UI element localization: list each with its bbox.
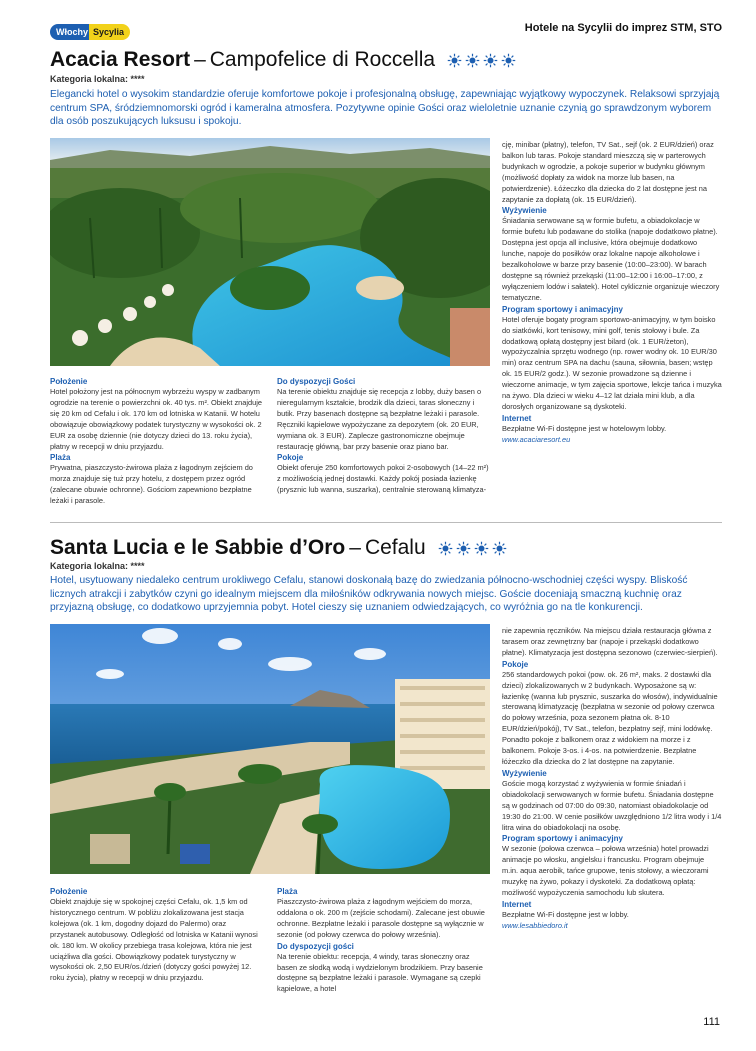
hotel1-column-1 [50,376,264,507]
section-heading: Program sportowy i animacyjny [502,834,623,844]
section-text: cję, minibar (płatny), telefon, TV Sat., sejf (ok. 2 EUR/dzień) oraz balkon lub taras. Pokoje standard mieszczą się w parterowych budynkach w ogrodzie, a pokoje superior w budynku głównym (możliwość dopłaty za widok na morze lub basen, na potwierdzenie). Łóżeczko dla dziecka do 2 lat dostępne jest na zapytanie za dopłatą (ok. 15 EUR/dzień). [502,140,714,204]
section-heading: Do dyspozycji gości [277,941,354,951]
title-separator: – [349,536,361,559]
section-text: Hotel oferuje bogaty program sportowo-animacyjny, w tym boisko do siatkówki, kort tenisowy, mini golf, tenis stołowy i bule. Za dodatkową opłatą dostępny jest bilard (ok. 1 EUR/żeton), wypożyczalnia sprzętu wodnego (np. rower wodny ok. 10 EUR/30 min) oraz centrum SPA na dachu (sauna, siłownia, basen; wstęp ok. 15 EUR/2 godz.). W sezonie prowadzone są dzienne i wieczorne animacje, w tym zajęcia sportowe, lekcje tańca i muzyka na żywo. Dla dzieci w wieku 4–12 lat działa mini klub, a dla dorosłych organizowane są dyskoteki. [502,314,722,411]
section-heading: Internet [502,899,532,909]
section-heading: Program sportowy i animacyjny [502,304,623,314]
hotel2-website-link[interactable]: www.lesabbiedoro.it [502,920,568,930]
section-text: Na terenie obiektu: recepcja, 4 windy, taras słoneczny oraz basen ze słodką wodą i wydzielonym brodzikiem. Przy basenie dostępne są bezpłatne leżaki i parasole. Wymagane są czepki kąpielowe, a hotel [277,951,483,994]
hotel1-title [50,47,516,73]
sun-star-icon [501,53,516,68]
section-text: W sezonie (połowa czerwca – połowa września) hotel prowadzi animacje po włosku, angielsku i francusku. Program obejmuje m.in. aqua aerobik, tańce grupowe, tenis stołowy, a wieczorami muzykę na żywo, pokazy i dyskoteki. Za dodatkową opłatą: możliwość wypożyczenia samochodu lub skutera. [502,844,709,898]
hotel1-name: Acacia Resort [50,48,191,71]
page-number: 111 [703,1016,720,1028]
hotel2-lead: Hotel, usytuowany niedaleko centrum urokliwego Cefalu, stanowi doskonałą bazę do zwiedzania północno-wschodniej części wyspy. Bliskość licznych atrakcji i zabytków czyni go idealnym miejscem dla miłośników odkrywania nowych miejsc. Goście doceniają smaczną kuchnię oraz przyjazną obsługę, co dodatkowo uprzyjemnia pobyt. Hotel cieszy się uznaniem odwiedzających, co wyróżnia go na tle konkurencji. [50,575,688,613]
sun-star-icon [483,53,498,68]
section-text: Hotel położony jest na północnym wybrzeżu wyspy w zadbanym ogrodzie na terenie o powierzchni ok. 40 tys. m². Obiekt znajduje się 20 km od Cefalu i ok. 170 km od lotniska w Katanii. W hotelu obowiązuje obowiązkowy podatek turystyczny w wysokości ok. 2 EUR za osobę dziennie (nie dotyczy dzieci do 13. roku życia), płatny w recepcji w dniu przyjazdu. [50,387,262,451]
running-head: Hotele na Sycylii do imprez STM, STO [524,22,722,34]
sun-star-icon [492,541,507,556]
section-text: Prywatna, piaszczysto-żwirowa plaża z łagodnym zejściem do morza znajduje się tuż przy hotelu, z dostępem przez ogród (zalecane obuwie ochronne). Gościom zapewniono bezpłatne leżaki i parasole. [50,463,253,506]
section-heading: Pokoje [277,453,304,463]
hotel1-photo [50,138,490,366]
sun-star-icon [447,53,462,68]
section-heading: Internet [502,413,532,423]
section-heading: Położenie [50,377,88,386]
section-text: 256 standardowych pokoi (pow. ok. 26 m², maks. 2 dostawki dla dzieci) zlokalizowanych w 2 budynkach. Wyposażone są w: łazienkę (wanna lub prysznic, suszarka do włosów), indywidualnie sterowaną klimatyzację (bezpłatna w sezonie od połowy czerwca do połowy września, poza sezonem płatna ok. 8-10 EUR/dzień/pokój), TV Sat., telefon, bezpłatny sejf, mini lodówkę. Ponadto pokoje z balkonem oraz z widokiem na morze i z balkonem. Pokoje 3-os. i 4-os. na potwierdzenie. Bezpłatne łóżeczko dla dziecka do 2 lat dostępne na zapytanie. [502,669,718,766]
section-text: Goście mogą korzystać z wyżywienia w formie śniadań i obiadokolacji serwowanych w formie bufetu. Śniadania dostępne są w godzinach od 07:00 do 09:30, natomiast obiadokolacje od 19:30 do 21:00. W cenie posiłków uwzględniono 1/2 litra wody i 1/4 litra wina do obiadokolacji na osobę. [502,778,722,832]
section-heading: Do dyspozycji Gości [277,377,356,386]
hotel2-column-3 [502,626,722,932]
hotel2-location: Cefalu [364,536,426,559]
section-text: Na terenie obiektu znajduje się recepcja z lobby, duży basen o nieregularnym kształcie, brodzik dla dzieci, taras słoneczny i butik. Przy basenach dostępne są bezpłatne leżaki i parasole. Ręczniki kąpielowe wypożyczane za depozytem (ok. 20 EUR, wymiana ok. 3 EUR). Zaplecze gastronomiczne obejmuje restaurację główną, bar przy basenie oraz piano bar. [277,387,482,451]
hotel1-category: Kategoria lokalna: **** [50,74,145,84]
hotel2-category: Kategoria lokalna: **** [50,561,145,571]
hotel2-name: Santa Lucia e le Sabbie d’Oro [50,536,346,559]
hotel1-location: Campofelice di Roccella [209,48,436,71]
hotel1-lead: Elegancki hotel o wysokim standardzie oferuje komfortowe pokoje i profesjonalną obsługę, zapewniając wyjątkowy wypoczynek. Relaksowi sprzyjają centrum SPA, śródziemnomorski ogród i kameralna atmosfera. Pozytywne opinie Gości oraz wieloletnie uznanie czynią go sprawdzonym wyborem dla osób poszukujących luksusu i spokoju. [50,89,720,127]
sun-star-icon [438,541,453,556]
section-heading: Pokoje [502,659,529,669]
section-heading: Wyżywienie [502,206,547,216]
section-heading: Wyżywienie [502,768,547,778]
sun-star-icon [474,541,489,556]
hotel1-website-link[interactable]: www.acaciaresort.eu [502,434,571,444]
section-text: Bezpłatne Wi-Fi dostępne jest w hotelowym lobby. [502,423,667,433]
hotel2-column-2 [277,886,489,995]
hotel1-star-rating [447,53,516,68]
title-separator: – [194,48,206,71]
section-text: Śniadania serwowane są w formie bufetu, a obiadokolacje w formie bufetu lub podawane do stolika (napoje dodatkowo płatne). Dostępna jest opcja all inclusive, która obejmuje dodatkowo lunche, napoje do posiłków oraz lokalne napoje alkoholowe i bezalkoholowe w barze przy basenie (10:00–23:00). W barach dostępne są również przekąski (11:00–12:00 i 16:00–17:00, z wyłączeniem lodów i sałatek). Hotel cyklicznie organizuje wieczory tematyczne. [502,216,720,302]
section-heading: Plaża [277,887,298,896]
top-bar [50,22,722,42]
section-text: Obiekt znajduje się w spokojnej części Cefalu, ok. 1,5 km od historycznego centrum. W pobliżu zlokalizowana jest stacja kolejowa (ok. 1 km, dogodny dojazd do Palermo) oraz przystanek autobusowy. Odległość od lotniska w Katanii wynosi ok. 180 km. W okolicy przebiega trasa kolejowa, która nie jest uciążliwa dla gości. Obowiązkowy podatek turystyczny w wysokości ok. 2,50 EUR/os./dzień (dotyczy gości powyżej 12. roku życia), płatny w recepcji w dniu przyjazdu. [50,897,258,983]
hotel2-column-1 [50,886,264,984]
section-text: Bezpłatne Wi-Fi dostępne jest w lobby. [502,909,629,919]
region-tag: Sycylia [89,24,130,40]
hotel1-column-2 [277,376,489,496]
section-heading: Położenie [50,887,88,896]
section-text: Piaszczysto-żwirowa plaża z łagodnym wejściem do morza, oddalona o ok. 200 m (zejście schodami). Zalecane jest obuwie ochronne. Bezpłatne leżaki i parasole dostępne są wyłącznie w sezonie (od połowy czerwca do połowy września). [277,897,485,939]
section-text: Obiekt oferuje 250 komfortowych pokoi 2-osobowych (14–22 m²) z możliwością jednej dostawki. Każdy pokój posiada łazienkę (prysznic lub wanna, suszarka), centralnie sterowaną klimatyza- [277,463,489,495]
section-text: nie zapewnia ręczników. Na miejscu działa restauracja główna z tarasem oraz zewnętrzny bar (napoje i przekąski dodatkowo płatne). Klimatyzacja jest dostępna sezonowo (czerwiec-sierpień). [502,626,718,657]
sun-star-icon [456,541,471,556]
hotel2-title [50,535,507,561]
section-divider [50,522,722,523]
country-tag: Włochy [50,24,92,40]
hotel1-column-3 [502,140,722,446]
sun-star-icon [465,53,480,68]
section-heading: Plaża [50,453,71,463]
hotel2-photo [50,624,490,874]
hotel2-star-rating [438,541,507,556]
